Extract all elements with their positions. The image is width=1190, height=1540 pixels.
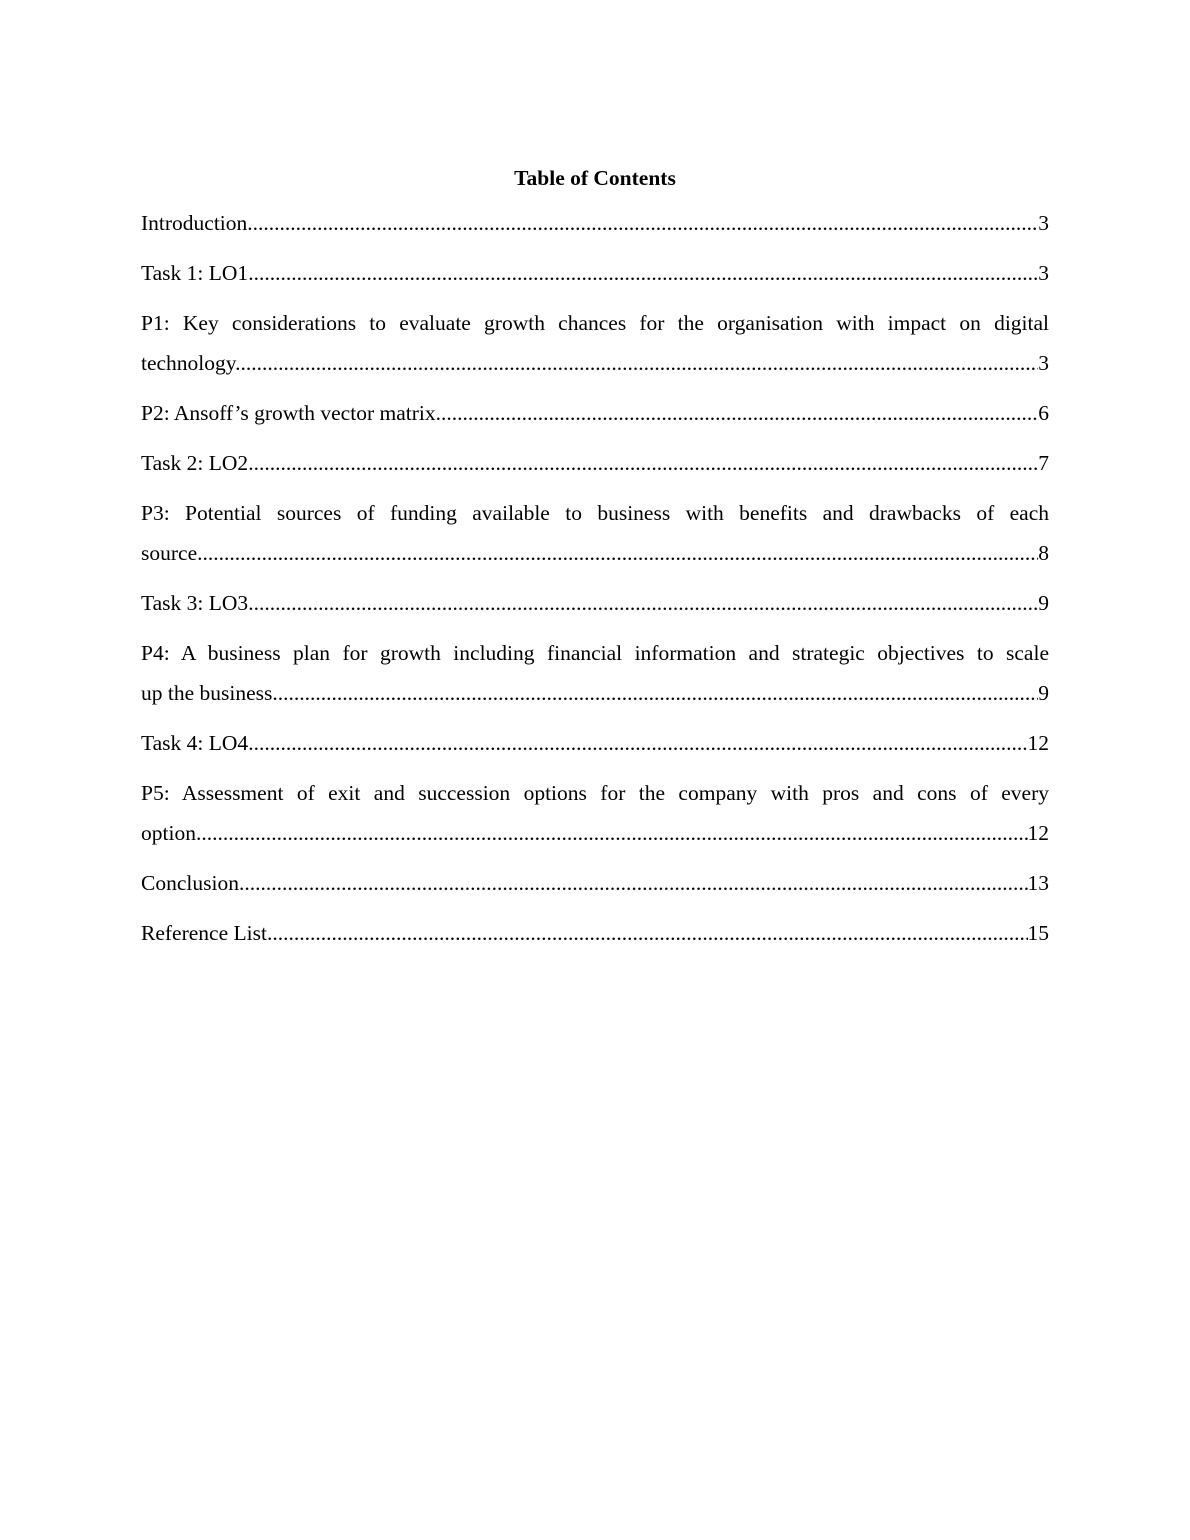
toc-entry-page: 9 [1038, 681, 1049, 705]
toc-entry-p1[interactable] [141, 303, 1049, 383]
toc-entry-label-line-2: source ..... [141, 533, 1038, 573]
toc-entry-page: 12 [1027, 821, 1049, 845]
toc-entry-label-line-2: up the business ..... [141, 673, 1038, 713]
toc-entry-page: 12 [1027, 731, 1049, 755]
toc-entry-reference-list[interactable] [141, 913, 1049, 953]
toc-entry-p4[interactable] [141, 633, 1049, 713]
toc-entry-label-line-1: P4: A business plan for growth including financial information and strategic objectives to scale [141, 641, 1049, 665]
toc-entry-label-line-1: P5: Assessment of exit and succession options for the company with pros and cons of every [141, 781, 1049, 805]
toc-entry-label: Task 4: LO4 ..... [141, 723, 1028, 763]
toc-entry-page: 15 [1027, 921, 1049, 945]
toc-entry-page: 3 [1038, 261, 1049, 285]
toc-entry-conclusion[interactable] [141, 863, 1049, 903]
toc-entry-task-2[interactable] [141, 443, 1049, 483]
toc-entry-page: 13 [1027, 871, 1049, 895]
toc-entry-page: 6 [1038, 401, 1049, 425]
toc-entry-page: 9 [1038, 591, 1049, 615]
table-of-contents [141, 163, 1049, 963]
toc-entry-page: 3 [1038, 211, 1049, 235]
toc-entry-introduction[interactable] [141, 203, 1049, 243]
toc-entry-p3[interactable] [141, 493, 1049, 573]
toc-entry-p2[interactable] [141, 393, 1049, 433]
toc-entry-label: Reference List ..... [141, 913, 1028, 953]
toc-entry-label-line-2: option ..... [141, 813, 1028, 853]
toc-entry-label-line-1: P3: Potential sources of funding available to business with benefits and drawbacks of each [141, 501, 1049, 525]
toc-entry-label: Task 2: LO2 ..... [141, 443, 1038, 483]
toc-entry-page: 8 [1038, 541, 1049, 565]
toc-entry-p5[interactable] [141, 773, 1049, 853]
toc-entry-label: Introduction ..... [141, 203, 1038, 243]
toc-entry-page: 7 [1038, 451, 1049, 475]
toc-entry-page: 3 [1038, 351, 1049, 375]
toc-entry-label: Task 3: LO3 ..... [141, 583, 1038, 623]
toc-entry-label-line-1: P1: Key considerations to evaluate growth chances for the organisation with impact on digital [141, 311, 1049, 335]
toc-title: Table of Contents [514, 166, 676, 190]
toc-entry-task-4[interactable] [141, 723, 1049, 763]
toc-entry-task-1[interactable] [141, 253, 1049, 293]
toc-entry-label: Task 1: LO1 ..... [141, 253, 1038, 293]
toc-entry-label: P2: Ansoff’s growth vector matrix ..... [141, 393, 1038, 433]
toc-entry-task-3[interactable] [141, 583, 1049, 623]
toc-entry-label: Conclusion ..... [141, 863, 1028, 903]
toc-entry-label-line-2: technology ..... [141, 343, 1038, 383]
